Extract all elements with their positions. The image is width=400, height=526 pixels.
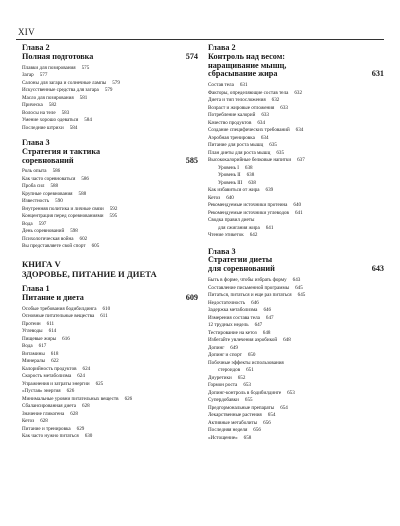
toc-entry-page: 622 <box>51 358 59 365</box>
toc-entry <box>208 420 384 428</box>
toc-entry-title: Как часто нужно питаться <box>22 433 79 440</box>
toc-entry-title: План диеты для роста мышц <box>208 149 271 156</box>
toc-entry-title: Тестирование на кетоз <box>208 329 257 336</box>
book-title: ЗДОРОВЬЕ, ПИТАНИЕ И ДИЕТА <box>22 268 157 279</box>
toc-entry-page: 631 <box>239 82 248 89</box>
toc-entry-title: Крупные соревнования <box>22 190 73 197</box>
toc-entry <box>208 397 384 405</box>
toc-entry-title: Предгормональные препараты <box>208 404 275 411</box>
chapter-heading <box>22 44 198 62</box>
toc-entry-title: День соревнований <box>22 228 65 235</box>
toc-entry-title: Значение гликогена <box>22 410 65 417</box>
toc-entry-page: 656 <box>263 419 271 426</box>
toc-entry-page: 638 <box>248 179 256 186</box>
toc-entry <box>22 366 198 374</box>
toc-entry <box>22 80 198 88</box>
toc-entry <box>208 232 384 240</box>
toc-entry-title: Искусственные средства для загара <box>22 87 99 94</box>
toc-entry-title: Вы представляете свой спорт <box>22 243 86 250</box>
toc-entry <box>22 373 198 381</box>
toc-entry <box>208 142 384 150</box>
chapter-label: Глава 2 <box>208 43 236 52</box>
toc-entry <box>208 300 384 308</box>
toc-entry-title: Как часто соревноваться <box>22 175 76 182</box>
toc-entry <box>208 382 384 390</box>
chapter-heading <box>22 285 198 303</box>
toc-entry-page: 658 <box>243 434 252 441</box>
toc-entry <box>208 225 384 233</box>
toc-entry <box>22 343 198 351</box>
toc-entry-page: 634 <box>260 134 269 141</box>
chapter-page: 631 <box>371 69 384 79</box>
toc-entry-page: 617 <box>38 343 47 350</box>
toc-entry-title: Волосы на теле <box>22 109 56 116</box>
toc-entry-title: Кетоз <box>208 194 221 201</box>
toc-entry-title: Основные питательные вещества <box>22 313 95 320</box>
toc-entry <box>208 277 384 285</box>
toc-entry-title: «Пустая» энергия <box>22 388 61 395</box>
toc-entry-title: Гормон роста <box>208 382 238 389</box>
toc-entry <box>22 313 198 321</box>
toc-entry-title: Салоны для загара и солнечные лампы <box>22 79 107 86</box>
toc-entry-title: Углеводы <box>22 328 43 335</box>
toc-entry <box>22 418 198 426</box>
toc-entry-title: Протеин <box>22 320 41 327</box>
toc-entry-title: Питание для роста мышц <box>208 142 264 149</box>
toc-entry-page: 641 <box>294 209 303 216</box>
toc-entry-title: Факторы, определяющие состав тела <box>208 89 289 96</box>
toc-entry <box>22 102 198 110</box>
toc-entry-title: Аэробная тренировка <box>208 134 255 141</box>
chapter-label: Глава 3 <box>208 246 236 256</box>
toc-entry-page: 645 <box>297 292 306 299</box>
toc-entry-title: Пищевые жиры <box>22 335 57 342</box>
toc-entry-page: 645 <box>295 284 303 291</box>
toc-entry <box>22 321 198 329</box>
toc-entry-page: 590 <box>55 198 63 205</box>
toc-entry-page: 632 <box>271 97 280 104</box>
toc-entry-page: 646 <box>251 299 259 306</box>
toc-entry-page: 626 <box>124 395 133 402</box>
toc-entry <box>208 135 384 143</box>
toc-entry-title: Уровень III <box>218 179 243 186</box>
toc-entry <box>22 176 198 184</box>
toc-entry-page: 579 <box>104 87 113 94</box>
toc-entry-page: 626 <box>66 388 75 395</box>
chapter-page: 609 <box>185 292 198 302</box>
toc-entry <box>22 306 198 314</box>
toc-entry-title: Побочные эффекты использования <box>208 359 284 366</box>
chapter-label: Глава 1 <box>22 283 50 293</box>
toc-entry <box>208 367 384 375</box>
toc-entry-title: Лекарственные растения <box>208 412 262 419</box>
toc-entry <box>22 213 198 221</box>
toc-entry-page: 641 <box>265 224 274 231</box>
chapter-page: 574 <box>185 51 198 61</box>
chapter-title: соревнований <box>22 155 74 165</box>
toc-entry-title: Внутренняя политика и личные связи <box>22 205 104 212</box>
toc-entry-page: 629 <box>76 425 85 432</box>
toc-entry <box>208 360 384 368</box>
toc-entry-title: Состав тела <box>208 82 234 89</box>
toc-entry-page: 651 <box>246 367 254 374</box>
toc-entry-page: 595 <box>109 213 118 220</box>
toc-entry <box>208 97 384 105</box>
toc-entry-page: 634 <box>257 119 265 126</box>
toc-entry-title: Психологическая война <box>22 235 74 242</box>
toc-entry-page: 647 <box>265 314 274 321</box>
toc-entry-page: 584 <box>84 117 92 124</box>
toc-left-column <box>22 44 198 441</box>
toc-entry-title: Допинг и спорт <box>208 352 242 359</box>
toc-entry-title: Особые требования бодибилдинга <box>22 305 97 312</box>
toc-entry-title: стероидов <box>218 367 241 374</box>
toc-entry-title: Задержка метаболизма <box>208 307 258 314</box>
toc-entry-page: 614 <box>48 328 57 335</box>
toc-list <box>208 82 384 240</box>
toc-entry <box>208 127 384 135</box>
toc-entry <box>22 65 198 73</box>
chapter-title: наращивание мышц, <box>208 60 287 70</box>
toc-entry <box>208 112 384 120</box>
header-rule <box>16 39 384 40</box>
toc-entry-page: 581 <box>79 94 88 101</box>
toc-entry <box>22 72 198 80</box>
toc-entry-page: 628 <box>82 403 90 410</box>
chapter-title: Полная подготовка <box>22 51 94 61</box>
chapter-title: Питание и диета <box>22 292 84 302</box>
toc-entry <box>208 337 384 345</box>
book-heading: КНИГА V <box>22 258 61 269</box>
toc-entry <box>208 352 384 360</box>
toc-entry-title: Питаться, питаться и еще раз питаться <box>208 292 292 299</box>
toc-entry <box>208 285 384 293</box>
toc-entry-page: 637 <box>297 157 305 164</box>
toc-entry-title: Возраст и жировые отложения <box>208 104 275 111</box>
toc-entry-page: 648 <box>283 337 291 344</box>
toc-entry <box>208 292 384 300</box>
toc-entry-title: Диуретики <box>208 374 232 381</box>
toc-entry-page: 633 <box>280 104 288 111</box>
chapter-heading <box>22 139 198 165</box>
toc-entry-page: 635 <box>269 142 277 149</box>
toc-entry <box>22 358 198 366</box>
toc-entry <box>208 172 384 180</box>
toc-entry-page: 582 <box>48 102 57 109</box>
chapter-heading <box>208 44 384 79</box>
toc-entry <box>22 198 198 206</box>
toc-entry <box>22 95 198 103</box>
toc-entry-page: 642 <box>249 232 258 239</box>
toc-entry-title: Вода <box>22 220 33 227</box>
toc-entry <box>208 195 384 203</box>
toc-entry-title: Чтение этикеток <box>208 232 244 239</box>
toc-entry-page: 583 <box>61 109 70 116</box>
toc-entry-title: Скорость метаболизма <box>22 373 72 380</box>
toc-entry <box>22 328 198 336</box>
toc-entry <box>22 87 198 95</box>
toc-entry <box>22 433 198 441</box>
toc-entry <box>22 403 198 411</box>
chapter-label: Глава 3 <box>22 138 50 148</box>
toc-entry-title: Плавки для позирования <box>22 64 76 71</box>
toc-entry-title: Уровень II <box>218 172 241 179</box>
toc-entry-page: 624 <box>82 365 91 372</box>
toc-entry-page: 648 <box>262 329 271 336</box>
toc-entry-page: 646 <box>263 307 272 314</box>
toc-entry <box>208 375 384 383</box>
toc-entry-page: 618 <box>50 350 59 357</box>
toc-entry-title: Измерения состава тела <box>208 314 260 321</box>
toc-entry-page: 577 <box>39 72 48 79</box>
toc-entry-page: 633 <box>261 112 269 119</box>
toc-right-column <box>208 44 384 442</box>
toc-entry <box>22 117 198 125</box>
toc-entry-title: Сводка правил диеты <box>208 217 255 224</box>
toc-entry-page: 579 <box>112 79 120 86</box>
toc-entry-page: 643 <box>292 277 301 284</box>
chapter-title: Стратегии диеты <box>208 255 273 265</box>
toc-entry-title: Питание и тренировка <box>22 425 71 432</box>
toc-entry-page: 652 <box>237 374 246 381</box>
toc-entry-title: Потребление калорий <box>208 112 256 119</box>
toc-entry-title: Быть в форме, чтобы избрать форму <box>208 277 287 284</box>
toc-entry-title: Избегайте увлечения аэробикой <box>208 337 278 344</box>
toc-entry-title: 12 трудных недель <box>208 322 249 329</box>
toc-entry <box>22 426 198 434</box>
toc-entry <box>208 187 384 195</box>
toc-list <box>208 277 384 442</box>
toc-entry-page: 584 <box>69 124 78 131</box>
toc-entry <box>208 217 384 225</box>
toc-entry <box>22 206 198 214</box>
toc-entry-title: Масло для позирования <box>22 94 74 101</box>
toc-entry <box>208 322 384 330</box>
toc-entry-page: 635 <box>276 149 284 156</box>
toc-entry-page: 616 <box>62 335 70 342</box>
toc-entry-title: Последние штрихи <box>22 124 64 131</box>
toc-entry-page: 656 <box>253 427 261 434</box>
toc-entry-title: «Истощение» <box>208 434 238 441</box>
chapter-page: 585 <box>185 155 198 165</box>
toc-list <box>22 65 198 133</box>
toc-entry-title: Проба сил <box>22 183 45 190</box>
toc-entry-page: 611 <box>100 313 108 320</box>
toc-entry-page: 625 <box>95 380 104 387</box>
toc-entry <box>208 157 384 165</box>
toc-entry-page: 586 <box>81 175 89 182</box>
toc-entry <box>22 243 198 251</box>
toc-entry-page: 632 <box>294 89 303 96</box>
chapter-page: 643 <box>371 264 384 274</box>
toc-entry-title: Калорийность продуктов <box>22 365 77 372</box>
toc-entry-page: 634 <box>295 127 304 134</box>
toc-entry <box>22 411 198 419</box>
toc-entry-title: Кетоз <box>22 418 35 425</box>
toc-entry-title: Качество продуктов <box>208 119 252 126</box>
toc-entry <box>208 307 384 315</box>
toc-entry <box>22 191 198 199</box>
toc-entry-page: 575 <box>81 64 90 71</box>
toc-entry-page: 602 <box>79 235 88 242</box>
toc-entry-title: Активные метаболиты <box>208 419 258 426</box>
toc-entry-page: 654 <box>280 404 288 411</box>
toc-entry-page: 630 <box>84 433 93 440</box>
toc-entry <box>208 165 384 173</box>
toc-entry <box>208 405 384 413</box>
toc-entry <box>22 125 198 133</box>
toc-entry-title: Создание специфических требований <box>208 127 290 134</box>
toc-entry-title: Уровень I <box>218 164 239 171</box>
toc-entry-page: 653 <box>287 389 295 396</box>
toc-entry-page: 624 <box>77 373 85 380</box>
toc-entry <box>22 351 198 359</box>
toc-entry-title: Рекомендуемые источники углеводов <box>208 209 289 216</box>
toc-entry-page: 597 <box>38 220 47 227</box>
toc-entry-page: 586 <box>52 168 61 175</box>
chapter-title: сбрасывание жира <box>208 69 278 79</box>
toc-entry-title: Супердобавки <box>208 397 239 404</box>
toc-entry-page: 647 <box>254 322 263 329</box>
toc-entry <box>22 336 198 344</box>
toc-list <box>22 168 198 251</box>
toc-entry <box>208 210 384 218</box>
toc-entry-title: Прическа <box>22 102 43 109</box>
toc-entry <box>208 427 384 435</box>
toc-entry-page: 650 <box>247 352 256 359</box>
toc-entry-title: Вода <box>22 343 33 350</box>
toc-entry-title: Высококалорийные белковые напитки <box>208 157 292 164</box>
chapter-title: для соревнований <box>208 264 275 274</box>
toc-entry-page: 628 <box>70 410 78 417</box>
toc-entry-page: 588 <box>78 190 87 197</box>
toc-entry <box>208 315 384 323</box>
toc-entry-title: Сбалансированная диета <box>22 403 77 410</box>
toc-entry-page: 610 <box>102 305 111 312</box>
toc-entry-page: 640 <box>226 194 234 201</box>
toc-entry <box>208 435 384 443</box>
toc-entry-page: 611 <box>46 320 55 327</box>
toc-list <box>22 306 198 441</box>
toc-entry-title: Минимальные уровни питательных веществ <box>22 395 119 402</box>
toc-entry-title: Последняя неделя <box>208 427 248 434</box>
toc-entry-page: 653 <box>243 382 251 389</box>
toc-entry <box>22 388 198 396</box>
toc-entry-page: 588 <box>50 183 59 190</box>
toc-entry-title: Недостаточность <box>208 299 246 306</box>
toc-entry-title: Допинг-контроль в бодибилдинге <box>208 389 282 396</box>
toc-entry <box>22 396 198 404</box>
chapter-heading <box>208 248 384 274</box>
toc-entry-page: 639 <box>265 187 274 194</box>
toc-entry <box>22 228 198 236</box>
toc-entry-title: Упражнения и затраты энергии <box>22 380 90 387</box>
toc-entry-title: Витамины <box>22 350 45 357</box>
toc-entry <box>22 110 198 118</box>
chapter-label: Глава 2 <box>22 43 50 52</box>
toc-entry <box>208 82 384 90</box>
toc-entry <box>22 168 198 176</box>
toc-entry <box>208 202 384 210</box>
toc-entry-title: Роль опыта <box>22 168 47 175</box>
toc-entry-page: 598 <box>70 228 78 235</box>
toc-entry <box>22 183 198 191</box>
toc-entry-page: 649 <box>230 344 238 351</box>
toc-entry <box>208 412 384 420</box>
toc-entry-page: 655 <box>244 397 253 404</box>
chapter-title: Контроль над весом: <box>208 51 286 61</box>
toc-entry <box>22 381 198 389</box>
toc-entry <box>208 90 384 98</box>
toc-entry-title: Минералы <box>22 358 46 365</box>
toc-entry <box>208 345 384 353</box>
toc-entry-title: Составление письменной программы <box>208 284 290 291</box>
toc-entry-page: 638 <box>244 164 253 171</box>
toc-entry-page: 654 <box>267 412 276 419</box>
toc-entry-title: для сжигания жира <box>218 224 260 231</box>
toc-entry-title: Загар <box>22 72 34 79</box>
toc-entry-page: 640 <box>293 202 302 209</box>
toc-entry-title: Известность <box>22 198 50 205</box>
toc-entry-title: Концентрация перед соревнованиями <box>22 213 104 220</box>
toc-entry-page: 592 <box>109 205 118 212</box>
toc-entry <box>208 390 384 398</box>
chapter-title: Стратегия и тактика <box>22 146 101 156</box>
toc-entry-page: 628 <box>40 418 48 425</box>
toc-entry-title: Умение хорошо одеваться <box>22 117 79 124</box>
toc-entry-page: 605 <box>91 243 100 250</box>
toc-entry-title: Диета и тип телосложения <box>208 97 266 104</box>
toc-entry-title: Допинг <box>208 344 225 351</box>
toc-entry-title: Рекомендуемые источники протеина <box>208 202 288 209</box>
toc-entry-title: Как избавиться от жира <box>208 187 260 194</box>
page-number: XIV <box>18 27 35 37</box>
toc-entry <box>208 330 384 338</box>
toc-entry-page: 638 <box>246 172 255 179</box>
